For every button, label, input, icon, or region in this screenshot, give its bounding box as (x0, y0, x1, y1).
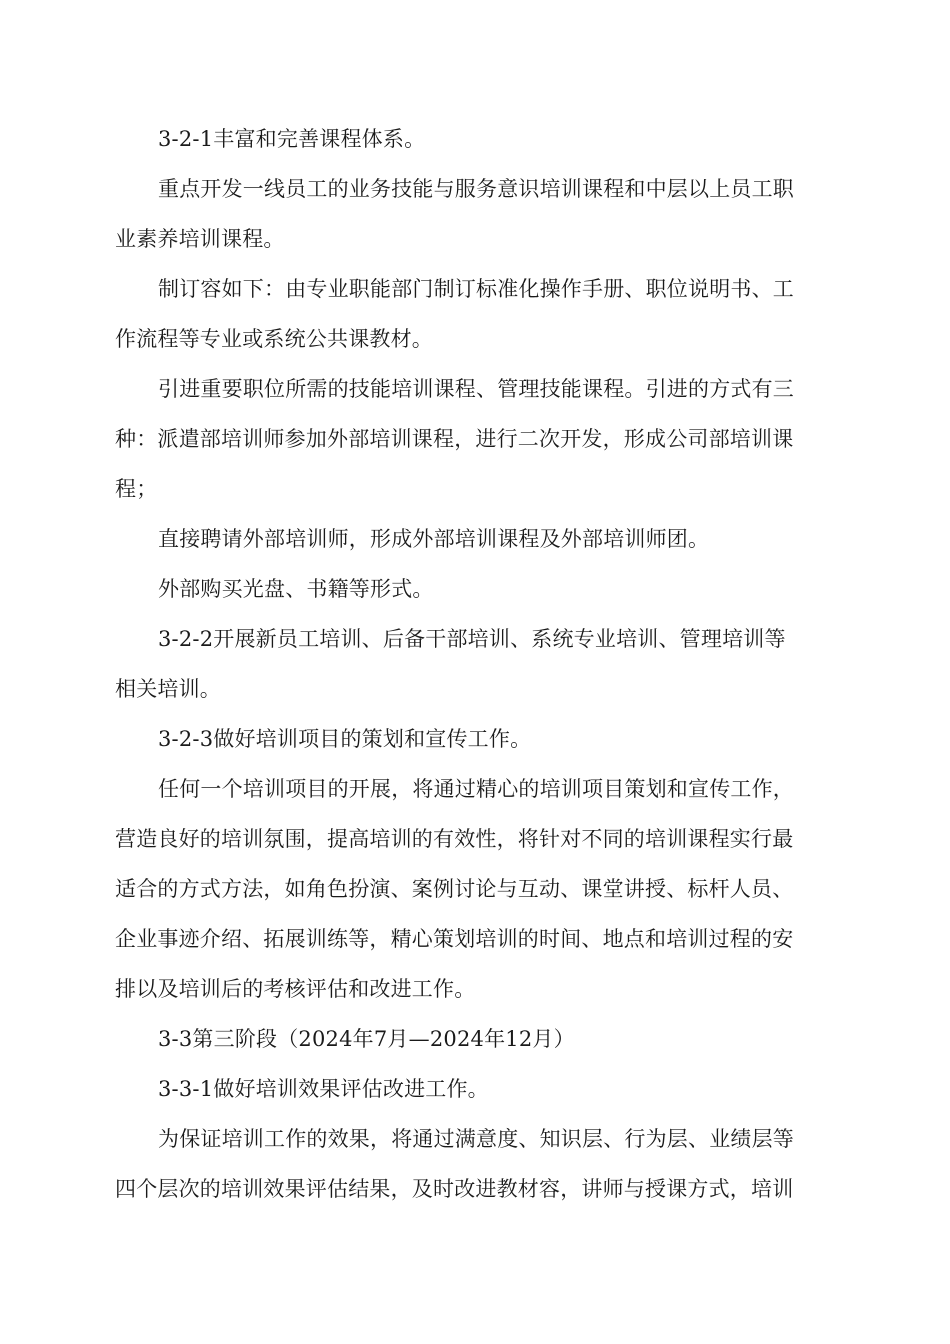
paragraph-line: 排以及培训后的考核评估和改进工作。 (115, 977, 476, 1001)
heading-3-3: 3-3第三阶段（2024年7月—2024年12月） (158, 1027, 575, 1051)
paragraph-line: 程； (115, 477, 158, 501)
paragraph-line: 企业事迹介绍、拓展训练等，精心策划培训的时间、地点和培训过程的安 (115, 927, 794, 951)
paragraph-line: 外部购买光盘、书籍等形式。 (158, 577, 434, 601)
paragraph-line: 直接聘请外部培训师，形成外部培训课程及外部培训师团。 (158, 527, 710, 551)
heading-3-2-2: 3-2-2开展新员工培训、后备干部培训、系统专业培训、管理培训等 (158, 627, 786, 651)
paragraph-line: 适合的方式方法，如角色扮演、案例讨论与互动、课堂讲授、标杆人员、 (115, 877, 794, 901)
paragraph-line: 种：派遣部培训师参加外部培训课程，进行二次开发，形成公司部培训课 (115, 427, 794, 451)
paragraph-line: 营造良好的培训氛围，提高培训的有效性，将针对不同的培训课程实行最 (115, 827, 794, 851)
paragraph-line: 业素养培训课程。 (115, 227, 285, 251)
paragraph-line: 引进重要职位所需的技能培训课程、管理技能课程。引进的方式有三 (158, 377, 794, 401)
heading-3-2-1: 3-2-1丰富和完善课程体系。 (158, 127, 426, 151)
paragraph-line: 任何一个培训项目的开展，将通过精心的培训项目策划和宣传工作， (158, 777, 794, 801)
heading-3-2-3: 3-2-3做好培训项目的策划和宣传工作。 (158, 727, 532, 751)
paragraph-line: 重点开发一线员工的业务技能与服务意识培训课程和中层以上员工职 (158, 177, 794, 201)
paragraph-line: 相关培训。 (115, 677, 221, 701)
heading-3-3-1: 3-3-1做好培训效果评估改进工作。 (158, 1077, 489, 1101)
paragraph-line: 为保证培训工作的效果，将通过满意度、知识层、行为层、业绩层等 (158, 1127, 794, 1151)
paragraph-line: 制订容如下：由专业职能部门制订标准化操作手册、职位说明书、工 (158, 277, 794, 301)
paragraph-line: 作流程等专业或系统公共课教材。 (115, 327, 433, 351)
paragraph-line: 四个层次的培训效果评估结果，及时改进教材容，讲师与授课方式，培训 (115, 1177, 794, 1201)
